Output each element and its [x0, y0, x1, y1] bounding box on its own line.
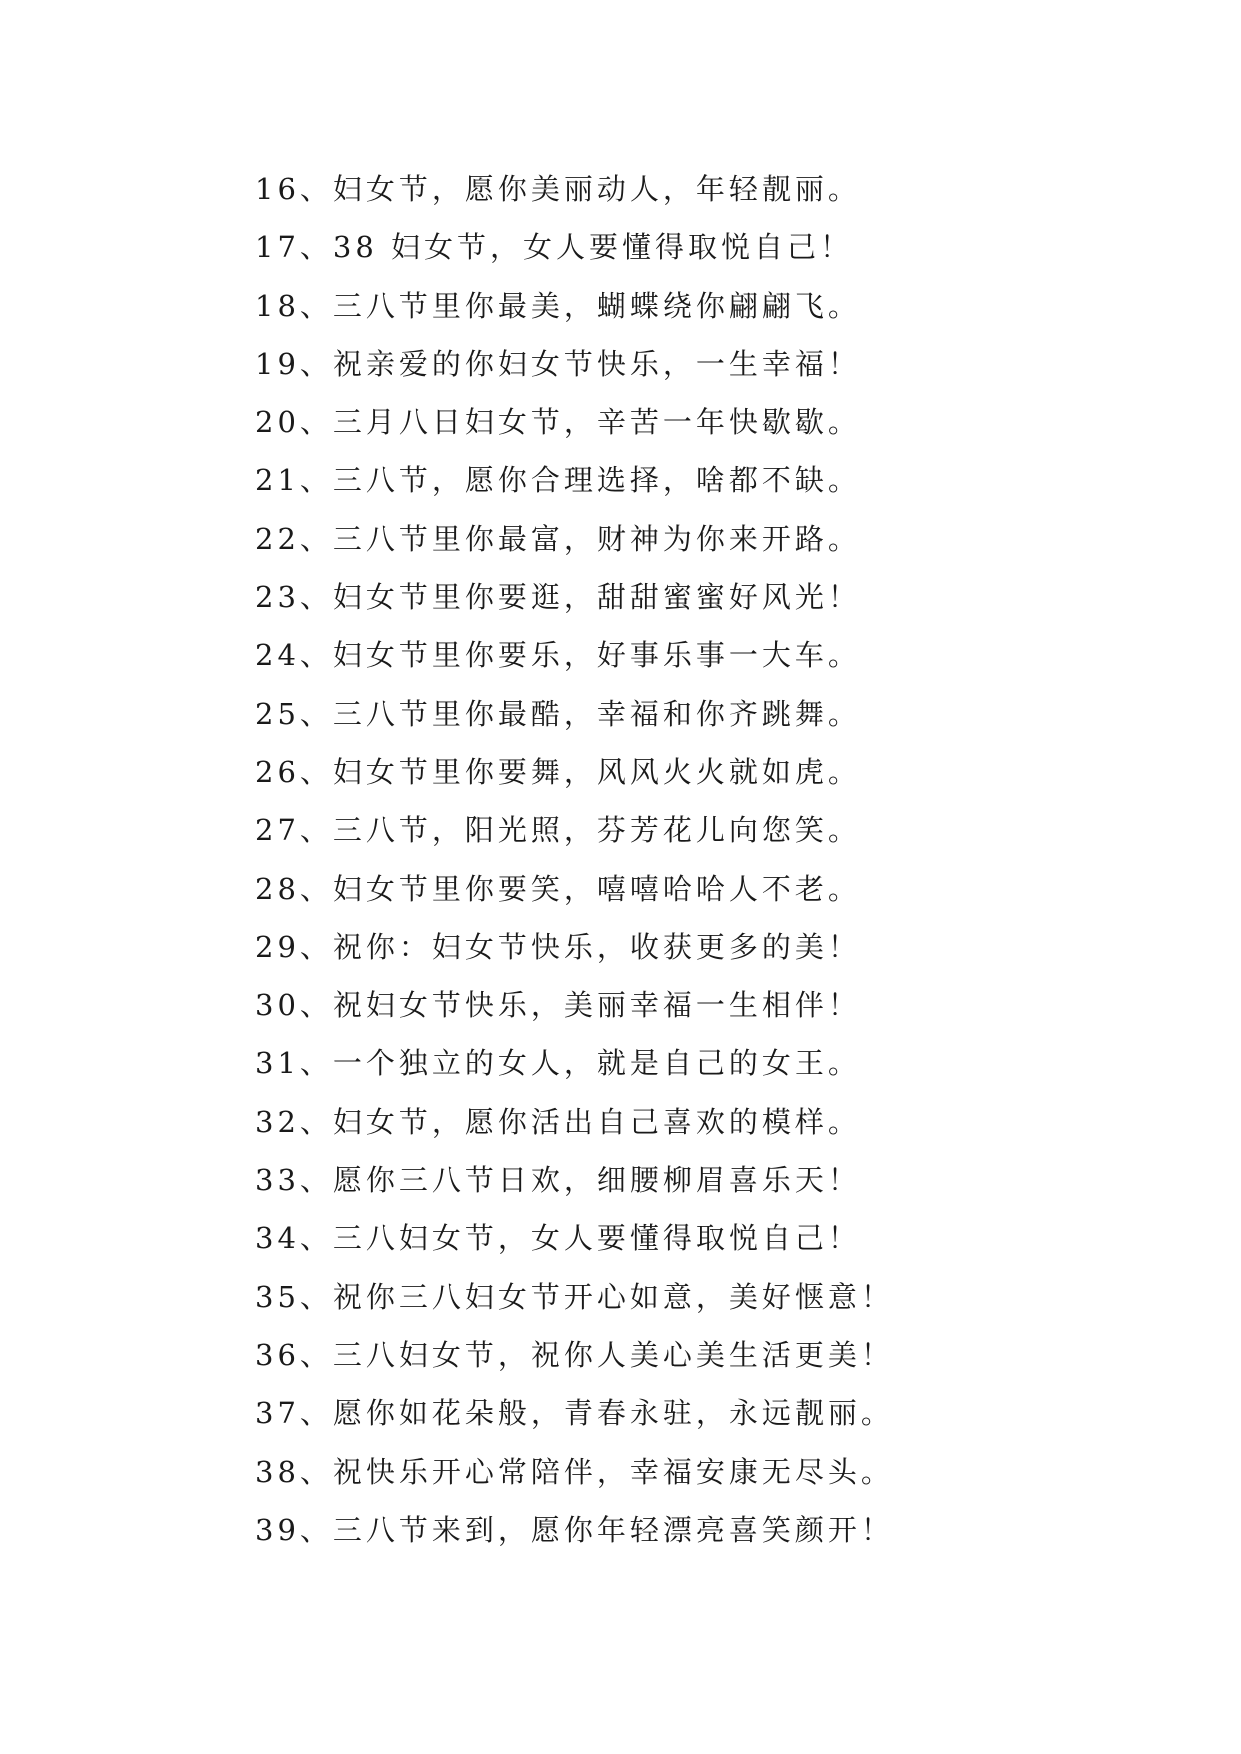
- wish-line-26: 26、妇女节里你要舞，风风火火就如虎。: [255, 754, 861, 789]
- wish-line-22: 22、三八节里你最富，财神为你来开路。: [255, 521, 861, 556]
- wish-line-21: 21、三八节，愿你合理选择，啥都不缺。: [255, 463, 861, 498]
- wish-list: [255, 160, 894, 1559]
- wish-line-27: 27、三八节，阳光照，芬芳花儿向您笑。: [255, 813, 861, 848]
- wish-line-32: 32、妇女节，愿你活出自己喜欢的模样。: [255, 1104, 861, 1139]
- wish-line-36: 36、三八妇女节，祝你人美心美生活更美！: [255, 1337, 894, 1372]
- wish-line-30: 30、祝妇女节快乐，美丽幸福一生相伴！: [255, 988, 861, 1023]
- wish-line-20: 20、三月八日妇女节，辛苦一年快歇歇。: [255, 405, 861, 440]
- wish-line-25: 25、三八节里你最酷，幸福和你齐跳舞。: [255, 696, 861, 731]
- wish-line-24: 24、妇女节里你要乐，好事乐事一大车。: [255, 638, 861, 673]
- wish-line-39: 39、三八节来到，愿你年轻漂亮喜笑颜开！: [255, 1512, 894, 1547]
- wish-line-16: 16、妇女节，愿你美丽动人，年轻靓丽。: [255, 172, 861, 206]
- wish-line-23: 23、妇女节里你要逛，甜甜蜜蜜好风光！: [255, 580, 861, 615]
- wish-line-29: 29、祝你：妇女节快乐，收获更多的美！: [255, 929, 861, 964]
- wish-line-17: 17、38 妇女节，女人要懂得取悦自己！: [255, 230, 854, 265]
- wish-line-31: 31、一个独立的女人，就是自己的女王。: [255, 1046, 861, 1081]
- wish-line-35: 35、祝你三八妇女节开心如意，美好惬意！: [255, 1279, 894, 1314]
- wish-line-37: 37、愿你如花朵般，青春永驻，永远靓丽。: [255, 1396, 894, 1431]
- wish-line-38: 38、祝快乐开心常陪伴，幸福安康无尽头。: [255, 1454, 894, 1489]
- wish-line-33: 33、愿你三八节日欢，细腰柳眉喜乐天！: [255, 1163, 861, 1198]
- wish-line-18: 18、三八节里你最美，蝴蝶绕你翩翩飞。: [255, 288, 861, 323]
- wish-line-34: 34、三八妇女节，女人要懂得取悦自己！: [255, 1221, 861, 1256]
- wish-line-19: 19、祝亲爱的你妇女节快乐，一生幸福！: [255, 346, 861, 381]
- wish-line-28: 28、妇女节里你要笑，嘻嘻哈哈人不老。: [255, 871, 861, 906]
